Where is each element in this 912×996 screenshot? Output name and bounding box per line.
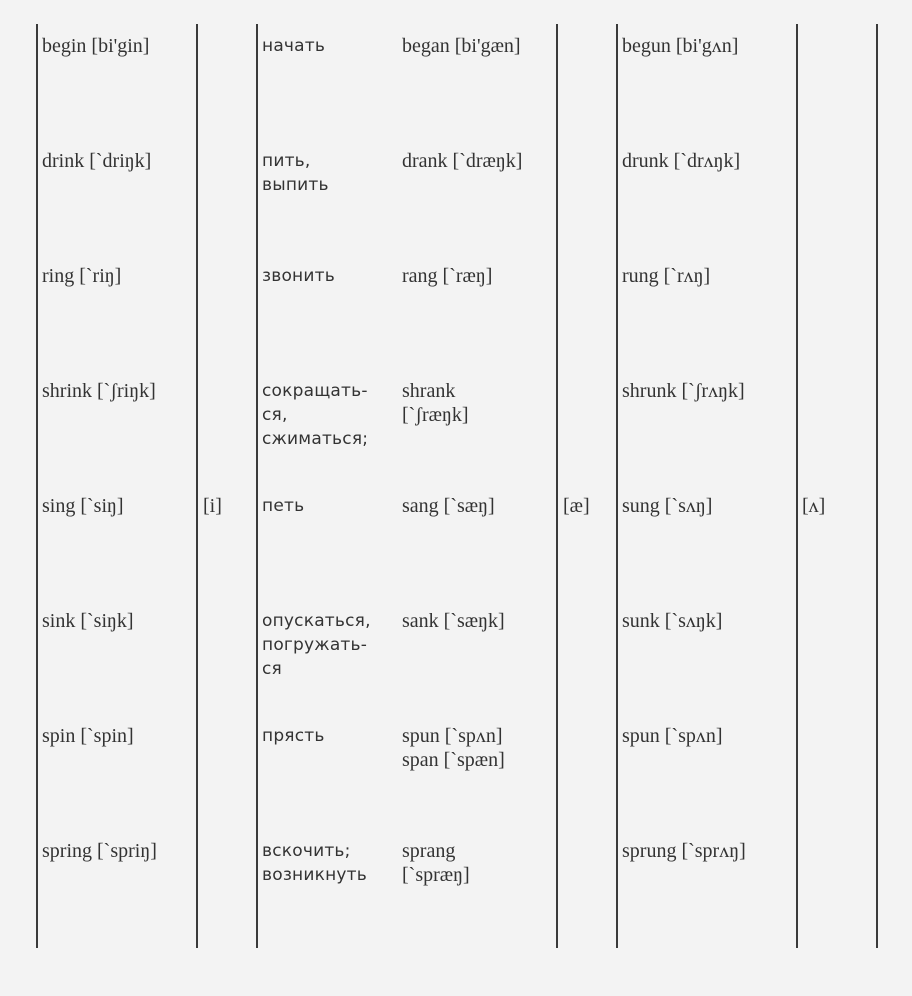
past-participle-cell: sunk [`sʌŋk] [622,610,723,632]
table-row [0,829,912,944]
infinitive-cell: begin [bi'gin] [42,35,150,57]
table-row [0,369,912,484]
infinitive-cell: drink [`driŋk] [42,150,152,172]
infinitive-cell: spin [`spin] [42,725,134,747]
past-participle-cell: drunk [`drʌŋk] [622,150,741,172]
past-tense-cell: shrank [`ʃræŋk] [402,380,469,426]
past-tense-cell: sang [`sæŋ] [402,495,495,517]
past-tense-cell: began [bi'gæn] [402,35,521,57]
past-participle-cell: sprung [`sprʌŋ] [622,840,746,862]
past-participle-cell: sung [`sʌŋ] [622,495,713,517]
past-participle-vowel: [ʌ] [802,495,826,517]
translation-cell: пить, выпить [262,151,329,195]
translation-cell: прясть [262,726,325,746]
translation-cell: опускаться, погружать- ся [262,611,371,679]
infinitive-cell: ring [`riŋ] [42,265,122,287]
past-tense-cell: sank [`sæŋk] [402,610,505,632]
past-tense-cell: spun [`spʌn] span [`spæn] [402,725,505,771]
translation-cell: вскочить; возникнуть [262,841,367,885]
past-participle-cell: rung [`rʌŋ] [622,265,711,287]
past-participle-cell: spun [`spʌn] [622,725,723,747]
translation-cell: звонить [262,266,335,286]
table-row [0,599,912,714]
past-tense-cell: drank [`dræŋk] [402,150,523,172]
past-tense-cell: rang [`ræŋ] [402,265,493,287]
infinitive-cell: shrink [`ʃriŋk] [42,380,156,402]
past-tense-vowel: [æ] [563,495,590,517]
infinitive-cell: sink [`siŋk] [42,610,134,632]
past-participle-cell: begun [bi'gʌn] [622,35,739,57]
table-row [0,714,912,829]
past-tense-cell: sprang [`spræŋ] [402,840,470,886]
infinitive-cell: sing [`siŋ] [42,495,124,517]
table-row [0,484,912,599]
translation-cell: сокращать- ся, сжиматься; [262,381,369,449]
translation-cell: петь [262,496,305,516]
translation-cell: начать [262,36,326,56]
infinitive-vowel: [i] [203,495,222,517]
table-row [0,254,912,369]
table-row [0,24,912,139]
infinitive-cell: spring [`spriŋ] [42,840,157,862]
table-row [0,139,912,254]
past-participle-cell: shrunk [`ʃrʌŋk] [622,380,745,402]
